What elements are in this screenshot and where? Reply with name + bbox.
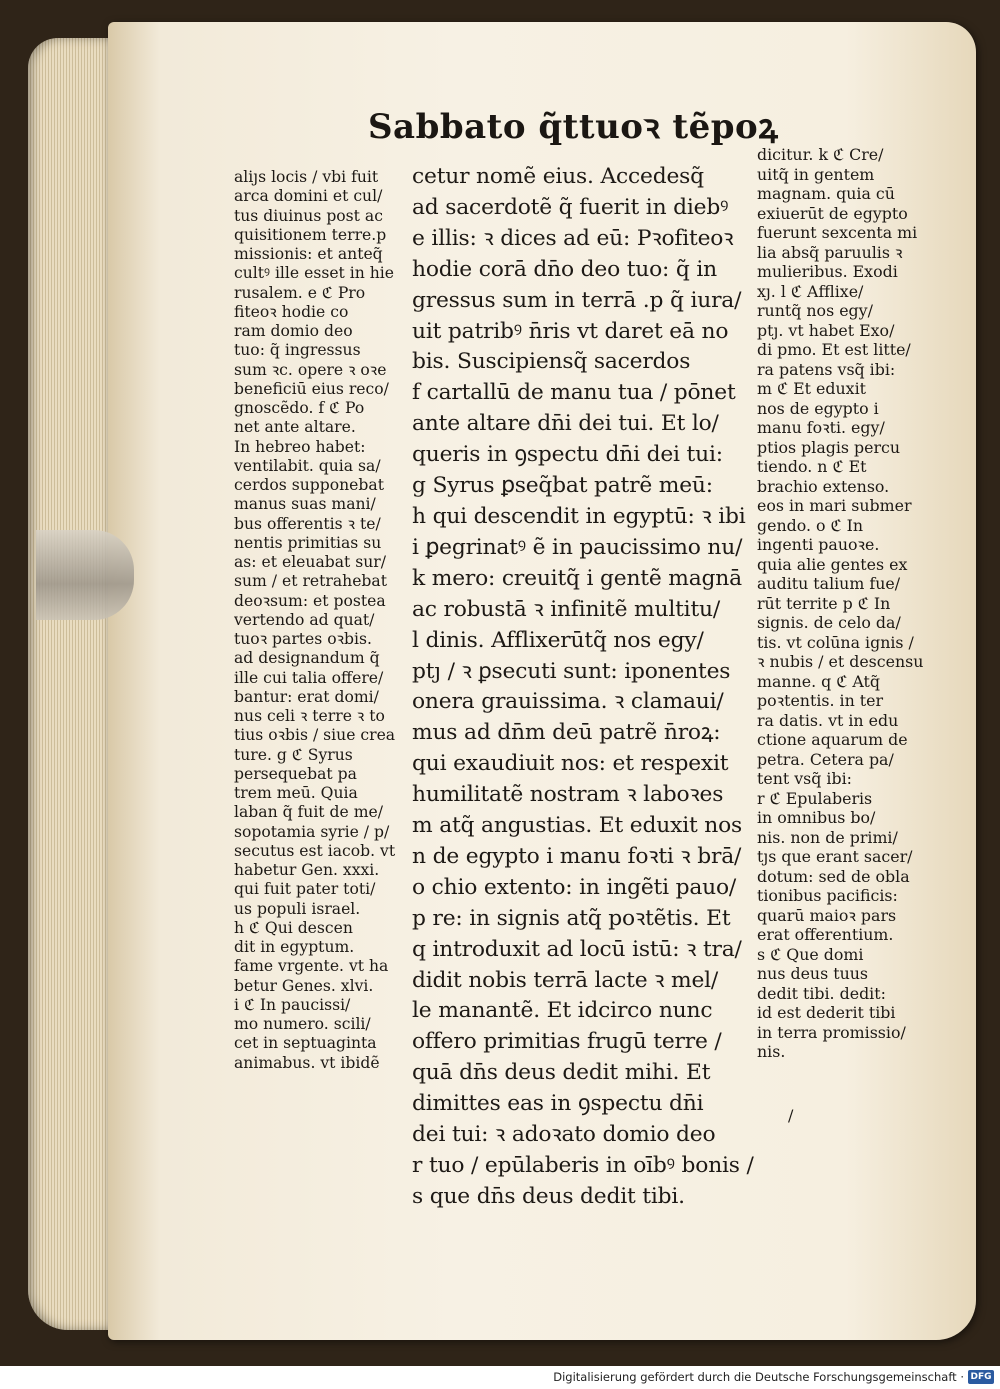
middle-column-line: quā dn̄s deus dedit mihi. Et — [412, 1060, 711, 1086]
left-column-line: nentis primitias su — [234, 533, 382, 552]
right-column-line: nus deus tuus — [757, 964, 869, 983]
right-column-line: tiendo. n ℭ Et — [757, 457, 867, 476]
right-column-line: nis. non de primi/ — [757, 827, 898, 847]
left-column-line: cet in septuaginta — [234, 1034, 377, 1053]
right-column-line: uitq̃ in gentem — [757, 164, 875, 184]
dfg-logo-icon: DFG — [968, 1370, 994, 1384]
left-column-line: rusalem. e ℭ Pro — [234, 283, 366, 302]
right-column-line: id est dederit tibi — [757, 1003, 896, 1022]
middle-column-line: qui exaudiuit nos: et respexit — [412, 751, 729, 777]
left-column-line: tius oꝛbis / siue crea — [234, 726, 396, 745]
left-column-line: as: et eleuabat sur/ — [234, 553, 387, 571]
left-column-line: ram domio deo — [234, 322, 353, 340]
middle-column-line: offero primitias frugū terre / — [412, 1029, 722, 1055]
right-column-line: tionibus pacificis: — [757, 886, 898, 905]
middle-column-line: dei tui: ꝛ adoꝛato domio deo — [412, 1122, 716, 1148]
right-column-line: manu foꝛti. egy/ — [757, 418, 885, 437]
middle-column-line: ptȷ / ꝛ ꝑsecuti sunt: iponentes — [412, 658, 731, 684]
left-column-line: habetur Gen. xxxi. — [234, 861, 380, 879]
middle-column-line: ad sacerdotẽ q̃ fuerit in diebꝰ — [412, 194, 729, 220]
main-text-column — [412, 162, 757, 1213]
left-column-line: cultꝰ ille esset in hie — [234, 264, 395, 283]
page-edge-stack — [28, 38, 118, 1330]
left-column-line: aliȷs locis / vbi fuit — [234, 168, 379, 186]
left-column-line: sum / et retrahebat — [234, 572, 387, 591]
right-column-line: ptȷ. vt habet Exo/ — [757, 320, 895, 340]
right-column-line: brachio extenso. — [757, 476, 890, 496]
right-column-line: signis. de celo da/ — [757, 613, 901, 632]
right-column-line: in terra promissio/ — [757, 1022, 906, 1042]
left-column-line: arca domini et cul/ — [234, 187, 383, 206]
page-holder-clip — [36, 530, 134, 620]
page-title: Sabbato q̃ttuoꝛ tẽpoꝝ — [368, 107, 779, 147]
right-column-line: fuerunt sexcenta mi — [757, 223, 918, 242]
right-column-line: quarū maioꝛ pars — [757, 905, 897, 925]
right-column-line: ctione aquarum de — [757, 730, 908, 749]
left-column-line: tuo: q̃ ingressus — [234, 341, 361, 360]
right-column-line: erat offerentium. — [757, 925, 894, 944]
middle-column-line: humilitatẽ nostram ꝛ laboꝛes — [412, 782, 724, 808]
right-column-line: dicitur. k ℭ Cre/ — [757, 145, 884, 164]
middle-column-line: dimittes eas in ꝯspectu dn̄i — [412, 1091, 704, 1117]
right-column-line: quia alie gentes ex — [757, 554, 908, 574]
right-column-line: eos in mari submer — [757, 496, 912, 515]
left-column-line: sopotamia syrie / p/ — [234, 822, 390, 841]
middle-column-line: mus ad dn̄m deū patrẽ n̄roꝝ: — [412, 720, 721, 746]
left-column-line: vertendo ad quat/ — [234, 610, 375, 629]
left-column-line: ventilabit. quia sa/ — [234, 456, 381, 475]
middle-column-line: ac robustā ꝛ infinitẽ multitu/ — [412, 596, 720, 622]
middle-column-line: g Syrus ꝑseq̃bat patrẽ meū: — [412, 473, 713, 499]
left-column-line: qui fuit pater toti/ — [234, 880, 376, 899]
right-column-line: auditu talium fue/ — [757, 574, 901, 593]
middle-column-line: hodie corā dn̄o deo tuo: q̃ in — [412, 256, 718, 282]
middle-column-line: m atq̃ angustias. Et eduxit nos — [412, 813, 742, 839]
middle-column-line: queris in ꝯspectu dn̄i dei tui: — [412, 442, 723, 468]
left-column-line: bantur: erat domi/ — [234, 687, 379, 706]
middle-column-line: l dinis. Afflixerūtq̃ nos egy/ — [412, 627, 704, 653]
left-gloss-column — [234, 168, 438, 1073]
right-column-line: nis. — [757, 1042, 786, 1061]
middle-column-line: r tuo / epūlaberis in oībꝰ bonis / — [412, 1153, 754, 1178]
right-column-line: ingenti pauoꝛe. — [757, 535, 880, 554]
right-column-line: mulieribus. Exodi — [757, 262, 898, 281]
right-column-line: xȷ. l ℭ Afflixe/ — [757, 281, 864, 301]
right-column-line: ptios plagis percu — [757, 437, 901, 457]
left-column-line: manus suas mani/ — [234, 495, 376, 514]
left-column-line: gnoscẽdo. f ℭ Po — [234, 399, 365, 417]
footer-bar — [0, 1366, 1000, 1389]
left-column-line: fame vrgente. vt ha — [234, 957, 389, 976]
middle-column-line: i ꝑegrinatꝰ ẽ in paucissimo nu/ — [412, 534, 743, 560]
left-column-line: missionis: et anteq̃ — [234, 245, 383, 263]
right-column-line: lia absq̃ paruulis ꝛ — [757, 242, 903, 262]
right-column-line: magnam. quia cū — [757, 184, 895, 203]
middle-column-line: p re: in signis atq̃ poꝛtẽtis. Et — [412, 905, 731, 931]
left-column-line: dit in egyptum. — [234, 938, 355, 956]
right-column-line: petra. Cetera pa/ — [757, 749, 894, 769]
left-column-line: animabus. vt ibidẽ — [234, 1053, 380, 1072]
middle-column-line: didit nobis terrā lacte ꝛ mel/ — [412, 967, 719, 993]
right-column-line: di pmo. Et est litte/ — [757, 340, 911, 359]
left-column-line: beneficiū eius reco/ — [234, 379, 389, 398]
right-column-line: in omnibus bo/ — [757, 808, 876, 827]
right-gloss-column — [757, 145, 937, 1062]
left-column-line: persequebat pa — [234, 764, 357, 783]
middle-column-line: le manantẽ. Et idcirco nunc — [412, 998, 713, 1024]
middle-column-line: k mero: creuitq̃ i gentẽ magnā — [412, 565, 742, 591]
right-column-line: ꝛ nubis / et descensu — [757, 652, 924, 671]
left-column-line: deoꝛsum: et postea — [234, 591, 386, 610]
right-column-line: poꝛtentis. in ter — [757, 691, 884, 710]
marginal-mark: / — [788, 1106, 794, 1125]
right-column-line: rūt territe p ℭ In — [757, 593, 891, 613]
left-column-line: bus offerentis ꝛ te/ — [234, 514, 381, 533]
middle-column-line: o chio extento: in ingẽti pauo/ — [412, 874, 737, 900]
middle-column-line: n de egypto i manu foꝛti ꝛ brā/ — [412, 843, 742, 869]
left-column-line: tus diuinus post ac — [234, 206, 383, 225]
left-column-line: us populi israel. — [234, 899, 361, 918]
left-column-line: ad designandum q̃ — [234, 649, 380, 668]
middle-column-line: s que dn̄s deus dedit tibi. — [412, 1183, 685, 1209]
middle-column-line: bis. Suscipiensq̃ sacerdos — [412, 349, 691, 375]
right-column-line: ra patens vsq̃ ibi: — [757, 359, 896, 379]
middle-column-line: q introduxit ad locū istū: ꝛ tra/ — [412, 936, 742, 962]
middle-column-line: e illis: ꝛ dices ad eū: Pꝛofiteoꝛ — [412, 225, 734, 251]
left-column-line: In hebreo habet: — [234, 437, 366, 456]
middle-column-line: h qui descendit in egyptū: ꝛ ibi — [412, 503, 746, 529]
left-column-line: i ℭ In paucissi/ — [234, 995, 351, 1014]
left-column-line: ture. g ℭ Syrus — [234, 745, 353, 764]
left-column-line: cerdos supponebat — [234, 476, 384, 494]
right-column-line: tis. vt colūna ignis / — [757, 632, 914, 652]
right-column-line: tȷs que erant sacer/ — [757, 847, 913, 866]
left-column-line: nus celi ꝛ terre ꝛ to — [234, 707, 385, 725]
left-column-line: tuoꝛ partes oꝛbis. — [234, 630, 372, 648]
left-column-line: trem meū. Quia — [234, 784, 358, 802]
right-column-line: r ℭ Epulaberis — [757, 788, 873, 808]
middle-column-line: ante altare dn̄i dei tui. Et lo/ — [412, 411, 719, 437]
right-column-line: nos de egypto i — [757, 398, 879, 418]
left-column-line: quisitionem terre.p — [234, 225, 387, 244]
middle-column-line: cetur nomẽ eius. Accedesq̃ — [412, 164, 704, 189]
right-column-line: s ℭ Que domi — [757, 944, 864, 964]
left-column-line: betur Genes. xlvi. — [234, 976, 374, 995]
right-column-line: exiuerūt de egypto — [757, 203, 908, 223]
left-column-line: fiteoꝛ hodie co — [234, 302, 349, 321]
left-column-line: ille cui talia offere/ — [234, 668, 384, 687]
funding-credit: Digitalisierung gefördert durch die Deutsche Forschungsgemeinschaft · — [553, 1370, 964, 1384]
left-column-line: mo numero. scili/ — [234, 1015, 371, 1033]
middle-column-line: f cartallū de manu tua / pōnet — [412, 380, 736, 406]
right-column-line: runtq̃ nos egy/ — [757, 301, 873, 320]
left-column-line: secutus est iacob. vt — [234, 841, 396, 860]
right-column-line: dotum: sed de obla — [757, 866, 910, 886]
left-column-line: net ante altare. — [234, 418, 356, 437]
right-column-line: ra datis. vt in edu — [757, 710, 899, 730]
right-column-line: m ℭ Et eduxit — [757, 379, 866, 398]
right-column-line: manne. q ℭ Atq̃ — [757, 671, 880, 691]
left-column-line: laban q̃ fuit de me/ — [234, 803, 383, 822]
left-column-line: sum ꝛc. opere ꝛ oꝛe — [234, 360, 387, 379]
right-column-line: tent vsq̃ ibi: — [757, 769, 852, 788]
right-column-line: gendo. o ℭ In — [757, 515, 864, 535]
middle-column-line: gressus sum in terrā .p q̃ iura/ — [412, 287, 742, 313]
right-column-line: dedit tibi. dedit: — [757, 983, 886, 1003]
middle-column-line: onera grauissima. ꝛ clamaui/ — [412, 689, 724, 715]
middle-column-line: uit patribꝰ n̄ris vt daret eā no — [412, 318, 729, 344]
left-column-line: h ℭ Qui descen — [234, 918, 353, 937]
